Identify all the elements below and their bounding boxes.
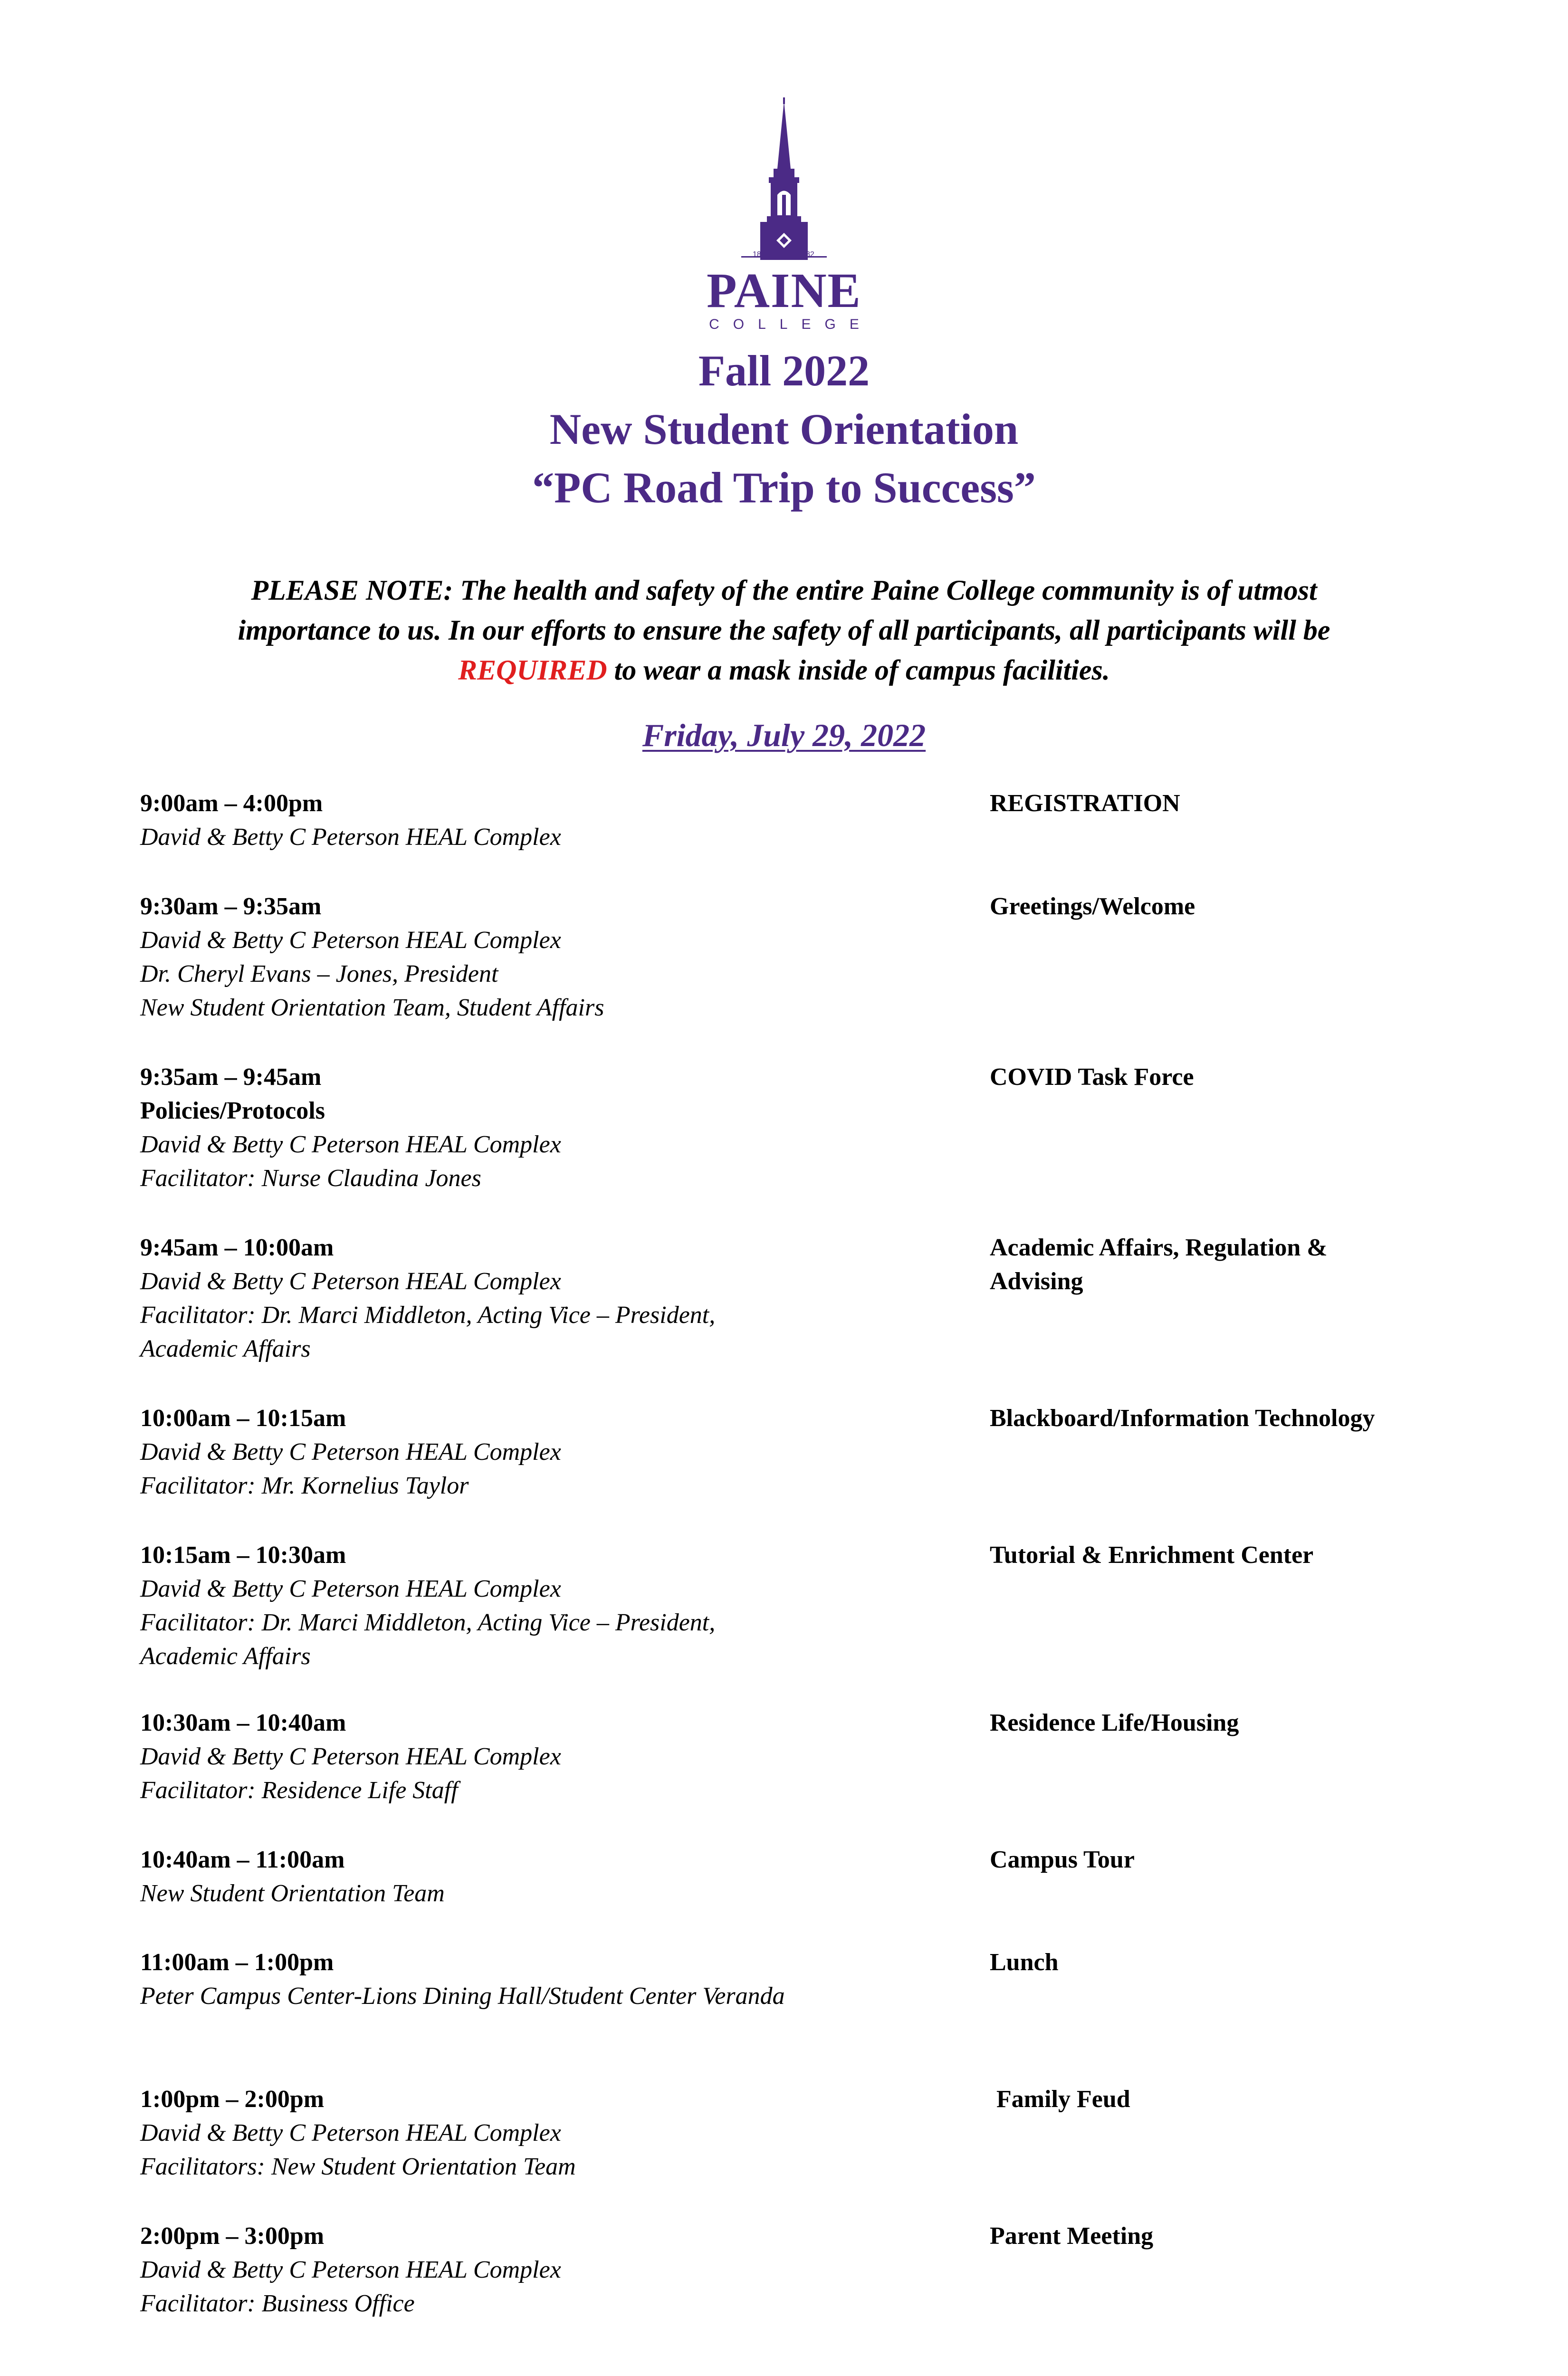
- event-activity: Greetings/Welcome: [990, 893, 1195, 920]
- event-activity: Residence Life/Housing: [990, 1709, 1239, 1736]
- event-activity: Family Feud: [996, 2086, 1130, 2113]
- page-title-event: New Student Orientation: [549, 405, 1019, 453]
- event-time: 2:00pm – 3:00pm: [140, 2223, 325, 2250]
- event-activity: Campus Tour: [990, 1846, 1135, 1873]
- logo-year-right: 82: [806, 250, 814, 259]
- event-detail: Academic Affairs: [140, 1643, 311, 1670]
- safety-note-line-1: PLEASE NOTE: The health and safety of the entire Paine College community is of utmost: [251, 575, 1317, 606]
- event-time: 10:00am – 10:15am: [140, 1405, 346, 1432]
- event-time: 10:30am – 10:40am: [140, 1709, 346, 1736]
- event-detail: David & Betty C Peterson HEAL Complex: [140, 2256, 561, 2283]
- event-time: 10:40am – 11:00am: [140, 1846, 345, 1873]
- event-detail: Dr. Cheryl Evans – Jones, President: [140, 960, 498, 987]
- event-detail: Facilitator: Dr. Marci Middleton, Acting Vice – President,: [140, 1302, 716, 1329]
- event-detail: Academic Affairs: [140, 1335, 311, 1362]
- event-detail: Facilitator: Mr. Kornelius Taylor: [140, 1472, 469, 1499]
- event-activity: Parent Meeting: [990, 2223, 1154, 2250]
- event-detail: David & Betty C Peterson HEAL Complex: [140, 1438, 561, 1466]
- chapel-steeple-icon: [689, 97, 879, 264]
- event-detail: David & Betty C Peterson HEAL Complex: [140, 1743, 561, 1770]
- event-subtitle: Policies/Protocols: [140, 1097, 325, 1124]
- event-activity: REGISTRATION: [990, 790, 1180, 817]
- event-detail: New Student Orientation Team: [140, 1880, 445, 1907]
- page-title-theme: “PC Road Trip to Success”: [532, 463, 1036, 512]
- event-activity: Lunch: [990, 1949, 1059, 1976]
- event-activity: COVID Task Force: [990, 1063, 1194, 1091]
- event-activity: Academic Affairs, Regulation &: [990, 1234, 1328, 1261]
- logo-year-left: 18: [753, 250, 761, 259]
- event-detail: David & Betty C Peterson HEAL Complex: [140, 1131, 561, 1158]
- event-time: 9:45am – 10:00am: [140, 1234, 334, 1261]
- event-detail: Facilitator: Dr. Marci Middleton, Acting Vice – President,: [140, 1609, 716, 1636]
- required-emphasis: REQUIRED: [458, 654, 607, 686]
- event-detail: David & Betty C Peterson HEAL Complex: [140, 824, 561, 851]
- event-detail: Facilitator: Residence Life Staff: [140, 1777, 458, 1804]
- event-detail: Peter Campus Center-Lions Dining Hall/Student Center Veranda: [140, 1983, 785, 2010]
- event-time: 9:30am – 9:35am: [140, 893, 322, 920]
- event-detail: David & Betty C Peterson HEAL Complex: [140, 1575, 561, 1602]
- event-time: 11:00am – 1:00pm: [140, 1949, 334, 1976]
- event-detail: David & Betty C Peterson HEAL Complex: [140, 927, 561, 954]
- schedule-date-heading: Friday, July 29, 2022: [642, 717, 926, 753]
- safety-note-line-3: [0, 650, 1568, 690]
- page-title-term: Fall 2022: [698, 346, 870, 395]
- event-detail: Facilitator: Nurse Claudina Jones: [140, 1165, 481, 1192]
- event-time: 9:35am – 9:45am: [140, 1063, 322, 1091]
- logo-subtitle: COLLEGE: [709, 316, 873, 332]
- event-detail: Facilitators: New Student Orientation Team: [140, 2153, 576, 2180]
- event-time: 9:00am – 4:00pm: [140, 790, 323, 817]
- event-detail: David & Betty C Peterson HEAL Complex: [140, 2119, 561, 2146]
- safety-note-line-2: importance to us. In our efforts to ensure the safety of all participants, all participants will be: [238, 614, 1330, 646]
- event-time: 10:15am – 10:30am: [140, 1542, 346, 1569]
- event-detail: New Student Orientation Team, Student Affairs: [140, 994, 604, 1021]
- paine-college-logo: [689, 97, 879, 340]
- event-time: 1:00pm – 2:00pm: [140, 2086, 325, 2113]
- event-activity: Advising: [990, 1268, 1083, 1295]
- event-activity: Tutorial & Enrichment Center: [990, 1542, 1314, 1569]
- safety-note-line-3-rest: to wear a mask inside of campus facilities.: [607, 654, 1110, 686]
- safety-note: [0, 570, 1568, 690]
- event-detail: Facilitator: Business Office: [140, 2290, 415, 2317]
- event-detail: David & Betty C Peterson HEAL Complex: [140, 1268, 561, 1295]
- event-activity: Blackboard/Information Technology: [990, 1405, 1375, 1432]
- logo-wordmark: PAINE: [707, 263, 861, 318]
